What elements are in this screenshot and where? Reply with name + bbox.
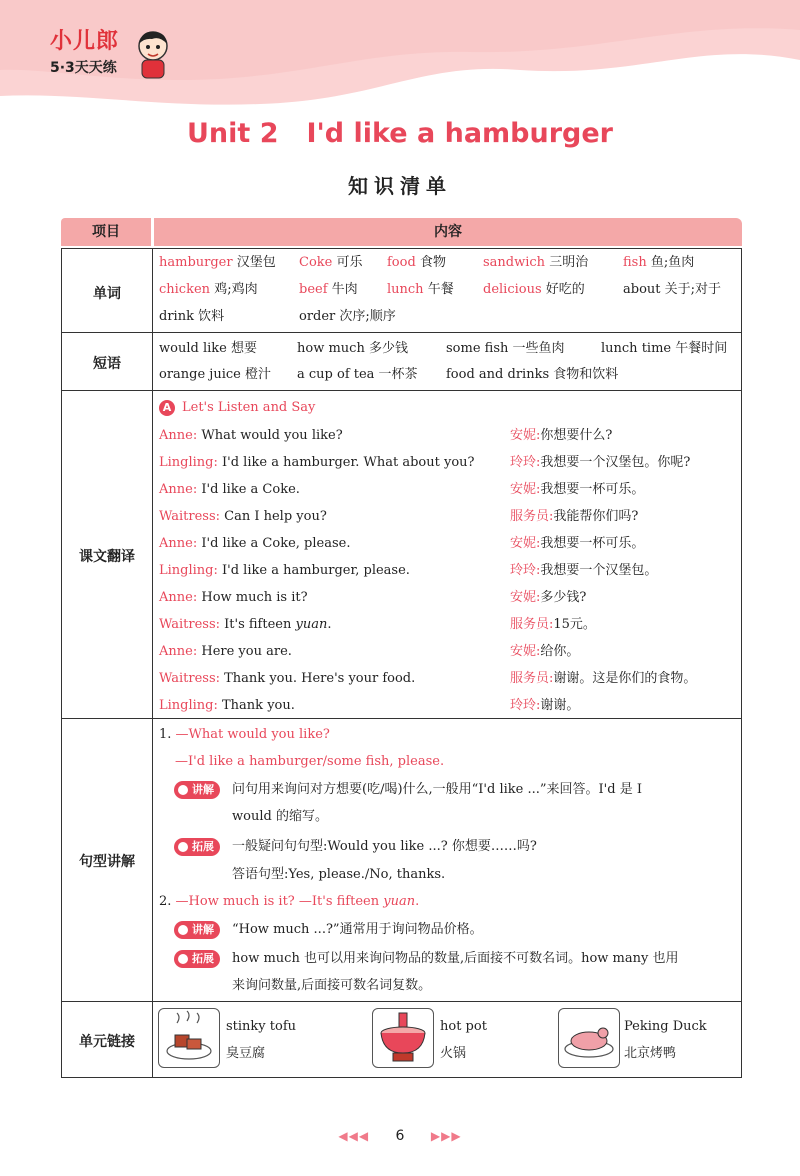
prev-arrows-icon: ◀◀◀ bbox=[338, 1129, 370, 1143]
dialogue-line-en: Anne: I'd like a Coke, please. bbox=[159, 536, 351, 551]
pattern-1-explain-cont: would 的缩写。 bbox=[232, 809, 328, 824]
word-item: delicious 好吃的 bbox=[483, 282, 585, 297]
dialogue-line-en: Anne: How much is it? bbox=[159, 590, 308, 605]
phrase-item: would like 想要 bbox=[159, 341, 257, 356]
page-number: 6 bbox=[395, 1128, 405, 1144]
dialogue-line-zh: 玲玲:谢谢。 bbox=[510, 698, 580, 713]
pattern-1-extend-cont: 答语句型:Yes, please./No, thanks. bbox=[232, 867, 446, 882]
page-footer bbox=[0, 1128, 800, 1144]
hot-pot-icon bbox=[372, 1008, 434, 1068]
dialogue-line-en: Waitress: Can I help you? bbox=[159, 509, 327, 524]
next-arrows-icon: ▶▶▶ bbox=[430, 1129, 462, 1143]
word-item: order 次序;顺序 bbox=[299, 309, 396, 324]
unit-title bbox=[0, 118, 800, 149]
mascot-icon bbox=[134, 30, 172, 82]
row-divider bbox=[62, 718, 741, 719]
word-item: sandwich 三明治 bbox=[483, 255, 589, 270]
extend-badge: 拓展 bbox=[174, 950, 220, 968]
dialogue-line-zh: 服务员:谢谢。这是你们的食物。 bbox=[510, 671, 697, 686]
dialogue-line-zh: 服务员:我能帮你们吗? bbox=[510, 509, 639, 524]
link-item-en: stinky tofu bbox=[226, 1019, 297, 1034]
word-item: food 食物 bbox=[387, 255, 446, 270]
link-item-en: hot pot bbox=[440, 1019, 487, 1034]
pattern-2-extend-cont: 来询问数量,后面接可数名词复数。 bbox=[232, 978, 432, 993]
dialogue-line-en: Anne: What would you like? bbox=[159, 428, 343, 443]
header-content: 内容 bbox=[154, 218, 742, 246]
pattern-2-question: 2. —How much is it? —It's fifteen yuan. bbox=[159, 894, 420, 909]
row-label-links: 单元链接 bbox=[79, 1034, 135, 1050]
dialogue-line-zh: 安妮:多少钱? bbox=[510, 590, 587, 605]
word-item: lunch 午餐 bbox=[387, 282, 454, 297]
stinky-tofu-icon bbox=[158, 1008, 220, 1068]
pattern-1-question: 1. —What would you like? bbox=[159, 727, 330, 742]
logo-text: 小儿郎 bbox=[50, 29, 120, 54]
row-divider bbox=[62, 332, 741, 333]
link-item-en: Peking Duck bbox=[624, 1019, 707, 1034]
phrase-item: a cup of tea 一杯茶 bbox=[297, 367, 418, 382]
brand-logo bbox=[50, 24, 119, 77]
table-body bbox=[61, 248, 742, 1078]
pattern-1-answer: —I'd like a hamburger/some fish, please. bbox=[175, 754, 445, 769]
row-divider bbox=[62, 390, 741, 391]
header-item: 项目 bbox=[61, 218, 151, 246]
dialogue-line-zh: 安妮:我想要一杯可乐。 bbox=[510, 536, 645, 551]
pattern-1-explain: 问句用来询问对方想要(吃/喝)什么,一般用“I'd like ...”来回答。I'd 是 I bbox=[232, 782, 642, 797]
dialogue-line-zh: 服务员:15元。 bbox=[510, 617, 596, 632]
pattern-2-extend: how much 也可以用来询问物品的数量,后面接不可数名词。how many 也用 bbox=[232, 951, 679, 966]
phrase-item: food and drinks 食物和饮料 bbox=[446, 367, 619, 382]
word-item: beef 牛肉 bbox=[299, 282, 358, 297]
phrase-item: orange juice 橙汁 bbox=[159, 367, 271, 382]
header-band bbox=[0, 0, 800, 115]
word-item: chicken 鸡;鸡肉 bbox=[159, 282, 258, 297]
word-item: fish 鱼;鱼肉 bbox=[623, 255, 695, 270]
extend-badge: 拓展 bbox=[174, 838, 220, 856]
row-label-words: 单词 bbox=[93, 286, 121, 302]
pattern-1-extend: 一般疑问句句型:Would you like ...? 你想要……吗? bbox=[232, 839, 537, 854]
row-label-phrases: 短语 bbox=[93, 356, 121, 372]
column-divider bbox=[152, 249, 153, 1077]
phrase-item: some fish 一些鱼肉 bbox=[446, 341, 565, 356]
dialogue-line-en: Lingling: Thank you. bbox=[159, 698, 295, 713]
dialogue-line-en: Anne: Here you are. bbox=[159, 644, 292, 659]
knowledge-table bbox=[61, 218, 742, 1078]
dialogue-line-en: Lingling: I'd like a hamburger, please. bbox=[159, 563, 410, 578]
word-item: Coke 可乐 bbox=[299, 255, 363, 270]
section-letter-badge: A bbox=[159, 400, 175, 416]
row-label-text: 课文翻译 bbox=[79, 549, 135, 565]
word-item: drink 饮料 bbox=[159, 309, 225, 324]
row-label-sentences: 句型讲解 bbox=[79, 854, 135, 870]
dialogue-line-zh: 安妮:你想要什么? bbox=[510, 428, 613, 443]
logo-subtitle: 5·3天天练 bbox=[50, 60, 117, 76]
row-divider bbox=[62, 1001, 741, 1002]
word-item: hamburger 汉堡包 bbox=[159, 255, 276, 270]
dialogue-line-zh: 玲玲:我想要一个汉堡包。你呢? bbox=[510, 455, 691, 470]
dialogue-line-zh: 安妮:给你。 bbox=[510, 644, 580, 659]
phrase-item: lunch time 午餐时间 bbox=[601, 341, 728, 356]
section-title: 知识清单 bbox=[348, 174, 452, 198]
dialogue-line-en: Waitress: It's fifteen yuan. bbox=[159, 617, 332, 632]
explain-badge: 讲解 bbox=[174, 921, 220, 939]
dialogue-line-en: Lingling: I'd like a hamburger. What about you? bbox=[159, 455, 475, 470]
link-item-zh: 北京烤鸭 bbox=[624, 1046, 677, 1061]
pattern-2-explain: “How much ...?”通常用于询问物品价格。 bbox=[232, 922, 483, 937]
word-item: about 关于;对于 bbox=[623, 282, 722, 297]
dialogue-line-en: Anne: I'd like a Coke. bbox=[159, 482, 300, 497]
dialogue-line-zh: 玲玲:我想要一个汉堡包。 bbox=[510, 563, 658, 578]
dialogue-section-name: Let's Listen and Say bbox=[182, 400, 316, 415]
explain-badge: 讲解 bbox=[174, 781, 220, 799]
unit-number: Unit 2 bbox=[186, 118, 279, 149]
dialogue-line-zh: 安妮:我想要一杯可乐。 bbox=[510, 482, 645, 497]
unit-name: I'd like a hamburger bbox=[306, 118, 613, 149]
phrase-item: how much 多少钱 bbox=[297, 341, 408, 356]
link-item-zh: 臭豆腐 bbox=[226, 1046, 266, 1061]
dialogue-line-en: Waitress: Thank you. Here's your food. bbox=[159, 671, 416, 686]
link-item-zh: 火锅 bbox=[440, 1046, 467, 1061]
peking-duck-icon bbox=[558, 1008, 620, 1068]
